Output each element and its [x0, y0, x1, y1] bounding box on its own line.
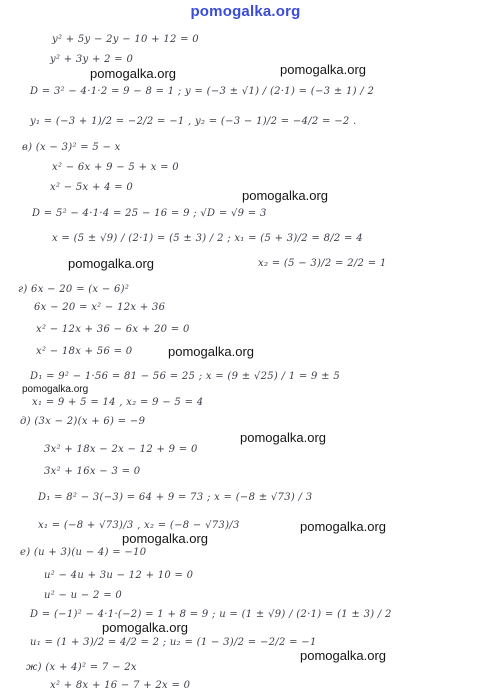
math-line: 3x² + 18x − 2x − 12 + 9 = 0	[44, 444, 198, 455]
math-line: г) 6x − 20 = (x − 6)²	[18, 284, 130, 295]
math-line: y₁ = (−3 + 1)/2 = −2/2 = −1 , y₂ = (−3 − 1)/2 = −4/2 = −2 .	[30, 116, 357, 127]
math-line: x² − 18x + 56 = 0	[36, 346, 133, 357]
site-header: pomogalka.org	[190, 3, 301, 20]
math-line: ж) (x + 4)² = 7 − 2x	[26, 662, 137, 673]
watermark: pomogalka.org	[168, 344, 254, 359]
math-line: y² + 3y + 2 = 0	[50, 54, 134, 65]
math-line: D = 3² − 4·1·2 = 9 − 8 = 1 ; y = (−3 ± √1) / (2·1) = (−3 ± 1) / 2	[30, 86, 375, 97]
math-line: x₁ = (−8 + √73)/3 , x₂ = (−8 − √73)/3	[38, 520, 240, 531]
watermark: pomogalka.org	[122, 531, 208, 546]
math-line: D = (−1)² − 4·1·(−2) = 1 + 8 = 9 ; u = (1 ± √9) / (2·1) = (1 ± 3) / 2	[30, 609, 392, 620]
math-line: u² − u − 2 = 0	[44, 590, 123, 601]
math-line: u² − 4u + 3u − 12 + 10 = 0	[44, 570, 194, 581]
math-line: x² − 5x + 4 = 0	[50, 182, 134, 193]
math-line: 3x² + 16x − 3 = 0	[44, 466, 141, 477]
math-line: D = 5² − 4·1·4 = 25 − 16 = 9 ; √D = √9 = 3	[32, 208, 267, 219]
math-line: 6x − 20 = x² − 12x + 36	[34, 302, 166, 313]
math-line: y² + 5y − 2y − 10 + 12 = 0	[52, 34, 199, 45]
math-line: D₁ = 8² − 3(−3) = 64 + 9 = 73 ; x = (−8 ± √73) / 3	[38, 492, 313, 503]
math-line: д) (3x − 2)(x + 6) = −9	[20, 416, 146, 427]
watermark: pomogalka.org	[22, 384, 89, 395]
math-line: x₂ = (5 − 3)/2 = 2/2 = 1	[258, 258, 387, 269]
math-line: u₁ = (1 + 3)/2 = 4/2 = 2 ; u₂ = (1 − 3)/2 = −2/2 = −1	[30, 637, 317, 648]
watermark: pomogalka.org	[300, 648, 386, 663]
watermark: pomogalka.org	[68, 256, 154, 271]
watermark: pomogalka.org	[90, 66, 176, 81]
math-line: x = (5 ± √9) / (2·1) = (5 ± 3) / 2 ; x₁ = (5 + 3)/2 = 8/2 = 4	[52, 233, 363, 244]
watermark: pomogalka.org	[240, 430, 326, 445]
math-line: е) (u + 3)(u − 4) = −10	[20, 547, 147, 558]
watermark: pomogalka.org	[102, 620, 188, 635]
watermark: pomogalka.org	[242, 188, 328, 203]
math-line: x² − 12x + 36 − 6x + 20 = 0	[36, 324, 190, 335]
math-line: x² − 6x + 9 − 5 + x = 0	[52, 162, 179, 173]
math-line: x² + 8x + 16 − 7 + 2x = 0	[50, 680, 191, 691]
math-line: в) (x − 3)² = 5 − x	[22, 142, 121, 153]
watermark: pomogalka.org	[300, 519, 386, 534]
math-line: x₁ = 9 + 5 = 14 , x₂ = 9 − 5 = 4	[32, 397, 204, 408]
math-line: D₁ = 9² − 1·56 = 81 − 56 = 25 ; x = (9 ± √25) / 1 = 9 ± 5	[30, 371, 341, 382]
watermark: pomogalka.org	[280, 62, 366, 77]
